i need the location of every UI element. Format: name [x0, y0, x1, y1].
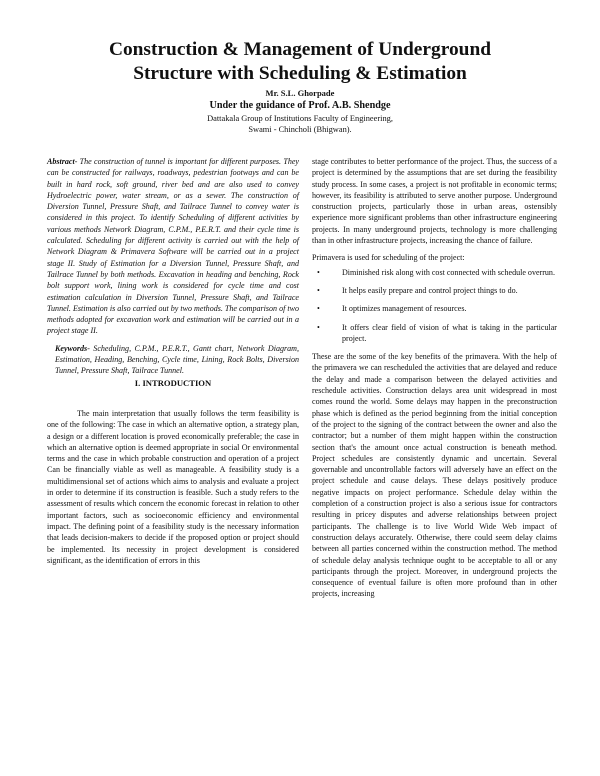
body-paragraph-2: These are the some of the key benefits of the primavera. With the help of the primavera we can rescheduled the activities that are delayed and reduce the delay and made a comparison between the delayed activities and reschedule activities. Construction delays area unit widespread in most comes round the world. Some delays may happen in the preconstruction phase which is defined as the period beginning from the initial conception of the project to the signing of the contract between the owner and also the contractor; but a number of them might happen within the construction section that's the amount once actual construction is beneath method. Project schedules are consistently dynamic and uncertain. Several governable and uncontrollable factors will adversely have an effect on the project schedule and cause delays. These delays positively produce negative impacts on project performance. Schedule delay within the completion of a construction project is also a serious issue for contractors resulting in pricey disputes and adverse relationships between project participants. The challenge is to live World Wide Web impact of construction delays accurately. Otherwise, there could seem delay claims between all parties concerned within the construction method. The method of schedule delay analysis technique ought to be acceptable to all or any participants through the project. Moreover, in underground projects the consequence of eventual failure is often more profound than in other projects, increasing — [312, 352, 557, 599]
bullet-icon: • — [317, 304, 320, 314]
abstract-label: Abstract- — [47, 157, 78, 166]
list-item — [312, 303, 557, 314]
abstract — [47, 156, 299, 337]
affiliation-line-2: Swami - Chincholi (Bhigwan). — [248, 125, 352, 134]
affiliation — [40, 113, 560, 135]
abstract-text: The construction of tunnel is important for different purposes. They can be constructed for railways, roadways, pedestrian footways and can be built in hard rock, soft ground, river bed and are also used to convey Hydroelectric power, water stream, or as a sewer. The construction of Diversion Tunnel, Pressure Shaft, and Tailrace Tunnel to convey water is considered in this project. To identify Scheduling of different activities by various methods Network Diagram, C.P.M., P.E.R.T. and their cycle time is calculated. Scheduling for different activity is carried out with the help of Network Diagram & Primavera Software will be carried out in a project stage II. Study of Estimation for a Diversion Tunnel, Pressure Shaft, and Tailrace Tunnel by both methods. Excavation in heading and benching, Rock bolt support work, lining work is considered for cycle time and cost estimation calculation in Diversion Tunnel, Pressure Shaft, and Tailrace Tunnel. Estimation is also carried out by two methods. The comparison of two methods adopted for excavation work and estimation will be carried out in a project stage II. — [47, 157, 299, 336]
title-line-2: Structure with Scheduling & Estimation — [133, 63, 467, 84]
paper-header — [40, 38, 560, 135]
keywords — [47, 343, 299, 377]
list-item-text: Diminished risk along with cost connected with schedule overrun. — [342, 267, 555, 277]
keywords-text: Scheduling, C.P.M., P.E.R.T., Gantt chart, Network Diagram, Estimation, Heading, Benching, Cycle time, Lining, Rock Bolts, Diversion Tunnel, Pressure Shaft, Tailrace Tunnel. — [55, 343, 299, 376]
intro-paragraph: The main interpretation that usually follows the term feasibility is one of the following: The case in which an alternative option, a strategy plan, a design or a different location is proved economically preferable; the case in which an alternative option is deemed appropriate in social Or environmental terms and the case in which probable construction and operation of a project Can be financially viable as well as manageable. A feasibility study is a multidimensional set of actions which aims to analysis and evaluate a project in order to determine if its construction is feasible. Such a study refers to the assessment of results which concern the economic forecast in relation to other important factors, such as socioeconomic efficiency and environmental impact. The defining point of a feasibility study is the necessary information that leads decision-makers to decide if the proposed option or project should be implemented. Its necessity in project development is considered significant, as the identification of errors in this — [47, 408, 299, 565]
bullet-icon: • — [317, 285, 320, 295]
primavera-intro: Primavera is used for scheduling of the project: — [312, 253, 465, 263]
bullet-icon: • — [317, 322, 320, 332]
author-name: Mr. S.L. Ghorpade — [265, 88, 335, 98]
list-item-text: It helps easily prepare and control project things to do. — [342, 285, 518, 295]
keywords-label: Keywords- — [55, 343, 90, 353]
left-column — [47, 156, 299, 566]
guidance-line: Under the guidance of Prof. A.B. Shendge — [209, 100, 391, 111]
paper-title — [40, 38, 560, 86]
list-item — [312, 285, 557, 296]
bullet-icon: • — [317, 267, 320, 277]
benefits-list — [312, 267, 557, 344]
list-item — [312, 267, 557, 278]
section-heading-introduction: I. INTRODUCTION — [134, 377, 212, 388]
list-item-text: It optimizes management of resources. — [342, 304, 467, 314]
body-paragraph-1: stage contributes to better performance of the project. Thus, the success of a project is determined by the assumptions that are set during the feasibility study process. In some cases, a project is not profitable in economic terms; however, its feasibility is attributed to serve another purpose. Underground construction projects, particularly those in urban areas, ostensibly experience more significant problems than other infrastructure engineering projects. In many underground projects, technology is more challenging than in other infrastructure projects, increasing the chance of failure. — [312, 157, 557, 246]
list-item — [312, 322, 557, 345]
list-item-text: It offers clear field of vision of what is taking in the particular project. — [342, 322, 557, 343]
right-column — [312, 156, 557, 600]
title-line-1: Construction & Management of Underground — [108, 39, 492, 60]
affiliation-line-1: Dattakala Group of Institutions Faculty of Engineering, — [207, 114, 393, 123]
